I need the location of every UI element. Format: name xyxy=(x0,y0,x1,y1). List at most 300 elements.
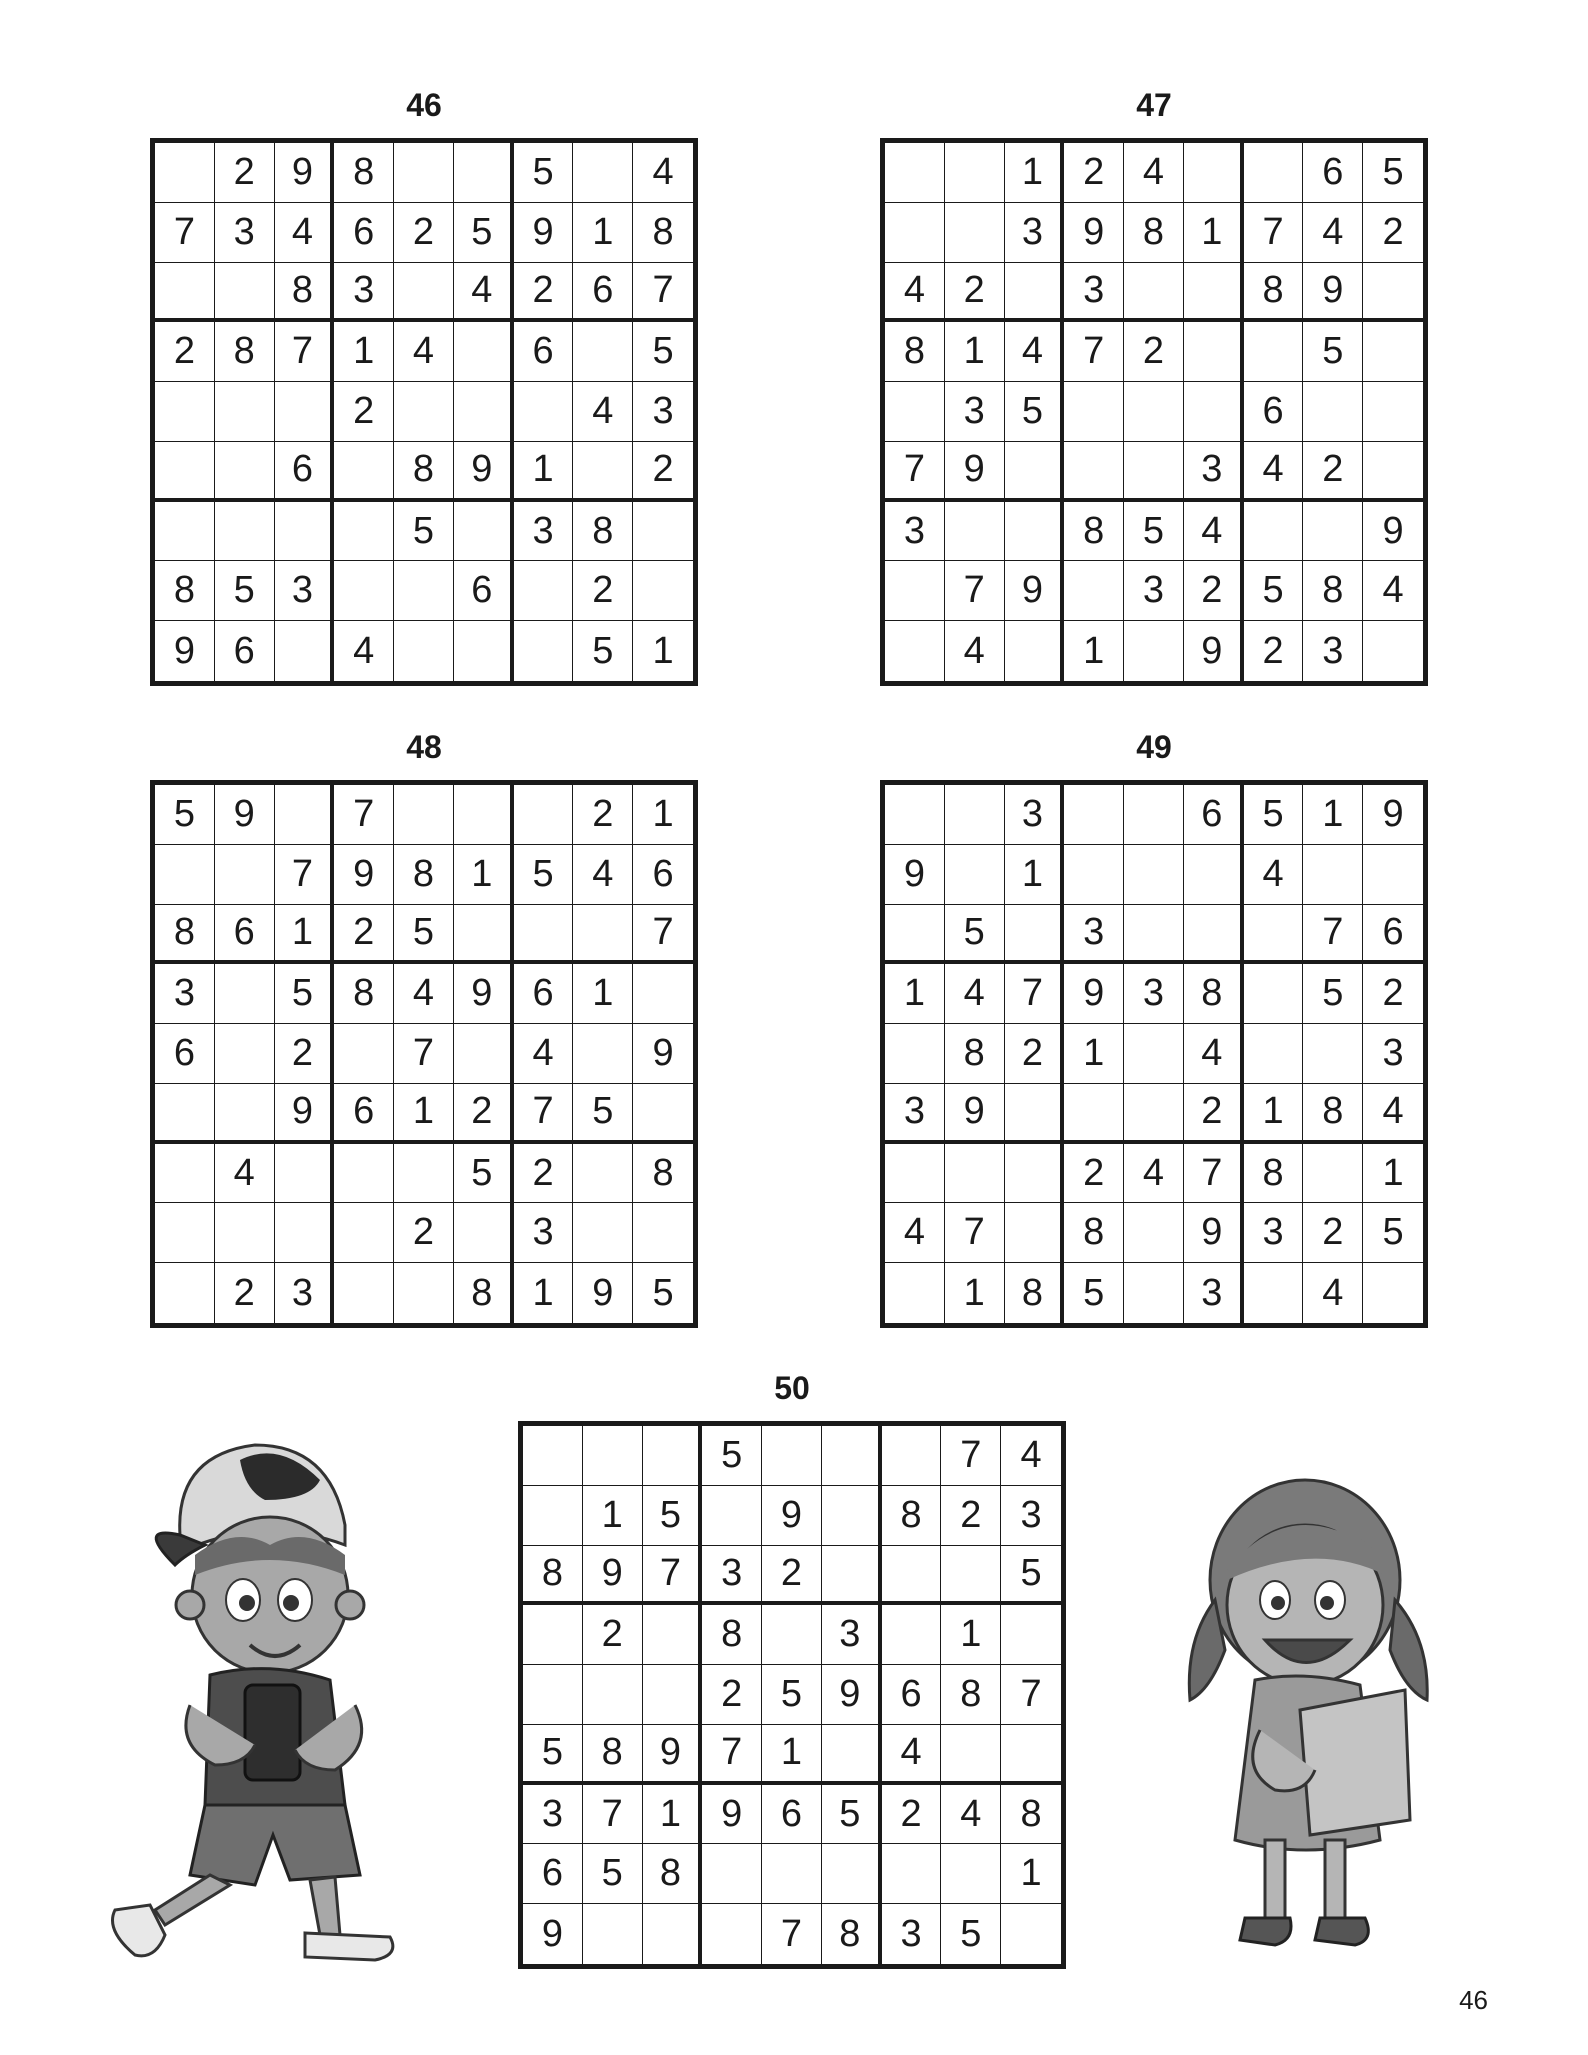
sudoku-cell: 9 xyxy=(1064,203,1124,263)
sudoku-cell: 8 xyxy=(633,1144,693,1204)
sudoku-cell xyxy=(1005,1144,1065,1204)
sudoku-cell: 3 xyxy=(1303,621,1363,681)
puzzle-number: 48 xyxy=(406,729,442,765)
sudoku-cell xyxy=(573,1203,633,1263)
sudoku-cell xyxy=(643,1665,703,1725)
sudoku-cell: 1 xyxy=(583,1486,643,1546)
sudoku-cell xyxy=(155,1144,215,1204)
sudoku-cell: 6 xyxy=(1363,905,1423,965)
sudoku-cell xyxy=(1124,621,1184,681)
sudoku-cell xyxy=(275,1203,335,1263)
sudoku-cell: 1 xyxy=(454,845,514,905)
sudoku-cell: 7 xyxy=(762,1904,822,1964)
sudoku-cell: 2 xyxy=(334,905,394,965)
sudoku-cell: 4 xyxy=(1244,442,1304,502)
sudoku-cell xyxy=(941,1725,1001,1785)
sudoku-cell: 5 xyxy=(1363,143,1423,203)
sudoku-cell: 4 xyxy=(1184,502,1244,562)
sudoku-cell: 3 xyxy=(822,1605,882,1665)
sudoku-cell: 3 xyxy=(1124,964,1184,1024)
sudoku-cell: 6 xyxy=(882,1665,942,1725)
sudoku-cell: 2 xyxy=(1363,203,1423,263)
sudoku-cell: 2 xyxy=(702,1665,762,1725)
sudoku-cell: 3 xyxy=(1005,203,1065,263)
sudoku-cell: 7 xyxy=(1001,1665,1061,1725)
sudoku-cell: 2 xyxy=(573,785,633,845)
sudoku-cell: 8 xyxy=(454,1263,514,1323)
sudoku-cell xyxy=(1244,143,1304,203)
sudoku-cell: 7 xyxy=(155,203,215,263)
sudoku-cell: 5 xyxy=(1363,1203,1423,1263)
sudoku-cell: 8 xyxy=(1184,964,1244,1024)
sudoku-cell: 8 xyxy=(702,1605,762,1665)
sudoku-cell xyxy=(215,263,275,323)
sudoku-cell xyxy=(394,143,454,203)
sudoku-cell xyxy=(885,143,945,203)
sudoku-cell xyxy=(1363,322,1423,382)
sudoku-cell: 5 xyxy=(643,1486,703,1546)
sudoku-cell xyxy=(702,1904,762,1964)
sudoku-cell: 2 xyxy=(1303,442,1363,502)
sudoku-cell: 3 xyxy=(633,382,693,442)
sudoku-cell: 4 xyxy=(1303,203,1363,263)
sudoku-cell: 4 xyxy=(215,1144,275,1204)
sudoku-cell xyxy=(334,1203,394,1263)
sudoku-cell xyxy=(454,322,514,382)
sudoku-cell xyxy=(633,1084,693,1144)
sudoku-cell xyxy=(155,442,215,502)
sudoku-cell: 2 xyxy=(514,263,574,323)
sudoku-cell xyxy=(215,1024,275,1084)
sudoku-cell: 7 xyxy=(1244,203,1304,263)
sudoku-cell xyxy=(1064,442,1124,502)
sudoku-cell: 3 xyxy=(882,1904,942,1964)
sudoku-cell xyxy=(702,1844,762,1904)
sudoku-cell: 6 xyxy=(1244,382,1304,442)
sudoku-cell: 2 xyxy=(1184,561,1244,621)
sudoku-cell: 7 xyxy=(945,1203,1005,1263)
sudoku-cell: 4 xyxy=(1184,1024,1244,1084)
sudoku-cell xyxy=(155,1263,215,1323)
sudoku-cell xyxy=(1064,785,1124,845)
sudoku-cell: 5 xyxy=(454,203,514,263)
sudoku-cell: 2 xyxy=(762,1546,822,1606)
sudoku-cell: 3 xyxy=(885,1084,945,1144)
sudoku-cell xyxy=(882,1605,942,1665)
sudoku-cell: 6 xyxy=(334,1084,394,1144)
sudoku-cell: 7 xyxy=(1303,905,1363,965)
sudoku-cell xyxy=(1184,845,1244,905)
sudoku-cell xyxy=(334,1263,394,1323)
sudoku-cell: 5 xyxy=(1303,322,1363,382)
sudoku-cell xyxy=(1124,1084,1184,1144)
sudoku-cell: 8 xyxy=(1124,203,1184,263)
sudoku-grid xyxy=(518,1421,1066,1969)
sudoku-cell: 3 xyxy=(514,1203,574,1263)
sudoku-cell: 9 xyxy=(822,1665,882,1725)
sudoku-cell: 9 xyxy=(1303,263,1363,323)
sudoku-cell: 6 xyxy=(1303,143,1363,203)
sudoku-cell: 7 xyxy=(394,1024,454,1084)
sudoku-cell xyxy=(945,845,1005,905)
sudoku-cell xyxy=(573,143,633,203)
sudoku-cell: 6 xyxy=(514,322,574,382)
sudoku-cell: 6 xyxy=(454,561,514,621)
sudoku-cell: 6 xyxy=(275,442,335,502)
sudoku-cell xyxy=(394,263,454,323)
girl-with-book-illustration xyxy=(1165,1440,1455,1960)
sudoku-puzzle-49 xyxy=(880,727,1428,1337)
sudoku-cell: 5 xyxy=(941,1904,1001,1964)
sudoku-cell xyxy=(633,1203,693,1263)
sudoku-cell xyxy=(514,382,574,442)
sudoku-cell: 2 xyxy=(1064,1144,1124,1204)
sudoku-cell xyxy=(1005,621,1065,681)
sudoku-cell: 2 xyxy=(215,143,275,203)
sudoku-cell xyxy=(1124,442,1184,502)
sudoku-cell xyxy=(523,1486,583,1546)
sudoku-cell: 8 xyxy=(1244,263,1304,323)
sudoku-cell: 8 xyxy=(523,1546,583,1606)
sudoku-cell xyxy=(155,1084,215,1144)
sudoku-cell xyxy=(1124,1024,1184,1084)
sudoku-cell: 6 xyxy=(523,1844,583,1904)
sudoku-cell: 7 xyxy=(334,785,394,845)
sudoku-cell: 4 xyxy=(454,263,514,323)
sudoku-cell: 9 xyxy=(945,1084,1005,1144)
sudoku-cell: 8 xyxy=(945,1024,1005,1084)
sudoku-cell xyxy=(394,785,454,845)
sudoku-cell: 1 xyxy=(1005,845,1065,905)
sudoku-cell xyxy=(573,905,633,965)
sudoku-cell xyxy=(1005,442,1065,502)
sudoku-cell: 1 xyxy=(394,1084,454,1144)
sudoku-cell xyxy=(1184,143,1244,203)
sudoku-cell xyxy=(762,1844,822,1904)
sudoku-cell xyxy=(885,1024,945,1084)
sudoku-cell: 4 xyxy=(633,143,693,203)
sudoku-cell xyxy=(882,1844,942,1904)
sudoku-cell: 3 xyxy=(1184,1263,1244,1323)
sudoku-cell xyxy=(334,1024,394,1084)
sudoku-cell: 8 xyxy=(583,1725,643,1785)
sudoku-cell: 8 xyxy=(1244,1144,1304,1204)
sudoku-cell xyxy=(1001,1605,1061,1665)
sudoku-cell: 2 xyxy=(275,1024,335,1084)
sudoku-cell: 2 xyxy=(1303,1203,1363,1263)
sudoku-cell: 9 xyxy=(215,785,275,845)
sudoku-cell: 8 xyxy=(1064,1203,1124,1263)
sudoku-cell: 1 xyxy=(514,442,574,502)
sudoku-cell: 2 xyxy=(1184,1084,1244,1144)
sudoku-cell: 8 xyxy=(394,442,454,502)
sudoku-cell xyxy=(583,1665,643,1725)
sudoku-cell: 8 xyxy=(215,322,275,382)
boy-with-books-illustration xyxy=(95,1405,435,1965)
sudoku-cell: 4 xyxy=(882,1725,942,1785)
sudoku-cell xyxy=(1124,785,1184,845)
sudoku-cell xyxy=(454,143,514,203)
sudoku-cell: 5 xyxy=(1001,1546,1061,1606)
sudoku-cell: 8 xyxy=(334,143,394,203)
sudoku-cell xyxy=(1001,1904,1061,1964)
sudoku-puzzle-47 xyxy=(880,85,1428,695)
sudoku-cell xyxy=(1124,845,1184,905)
sudoku-cell: 9 xyxy=(523,1904,583,1964)
sudoku-cell: 7 xyxy=(945,561,1005,621)
sudoku-cell: 5 xyxy=(215,561,275,621)
sudoku-cell xyxy=(334,1144,394,1204)
sudoku-cell xyxy=(514,905,574,965)
sudoku-cell: 1 xyxy=(1244,1084,1304,1144)
sudoku-cell: 7 xyxy=(633,263,693,323)
sudoku-cell: 3 xyxy=(1064,263,1124,323)
sudoku-cell: 2 xyxy=(1244,621,1304,681)
sudoku-cell: 2 xyxy=(1005,1024,1065,1084)
sudoku-cell xyxy=(394,1144,454,1204)
sudoku-cell xyxy=(1244,322,1304,382)
sudoku-cell: 3 xyxy=(1124,561,1184,621)
sudoku-cell: 9 xyxy=(454,964,514,1024)
sudoku-cell xyxy=(454,1024,514,1084)
sudoku-cell: 7 xyxy=(275,322,335,382)
sudoku-cell xyxy=(583,1426,643,1486)
sudoku-cell: 7 xyxy=(885,442,945,502)
sudoku-cell xyxy=(215,1203,275,1263)
sudoku-cell: 6 xyxy=(762,1785,822,1845)
sudoku-cell xyxy=(1124,1263,1184,1323)
sudoku-cell: 1 xyxy=(1303,785,1363,845)
sudoku-cell: 4 xyxy=(1124,143,1184,203)
sudoku-cell: 4 xyxy=(941,1785,1001,1845)
sudoku-cell: 3 xyxy=(334,263,394,323)
sudoku-cell xyxy=(394,621,454,681)
sudoku-cell xyxy=(573,1144,633,1204)
sudoku-cell: 2 xyxy=(215,1263,275,1323)
sudoku-cell: 7 xyxy=(643,1546,703,1606)
sudoku-cell xyxy=(885,905,945,965)
sudoku-cell: 3 xyxy=(514,502,574,562)
sudoku-cell xyxy=(394,382,454,442)
sudoku-cell xyxy=(1184,905,1244,965)
sudoku-cell xyxy=(822,1844,882,1904)
sudoku-cell xyxy=(885,203,945,263)
sudoku-cell: 3 xyxy=(702,1546,762,1606)
sudoku-cell: 8 xyxy=(633,203,693,263)
sudoku-cell: 7 xyxy=(1005,964,1065,1024)
sudoku-cell xyxy=(573,322,633,382)
sudoku-cell: 5 xyxy=(762,1665,822,1725)
sudoku-cell xyxy=(633,561,693,621)
sudoku-cell xyxy=(394,561,454,621)
sudoku-cell: 5 xyxy=(945,905,1005,965)
sudoku-cell xyxy=(1005,263,1065,323)
sudoku-cell: 7 xyxy=(633,905,693,965)
sudoku-cell xyxy=(643,1904,703,1964)
sudoku-cell xyxy=(1244,1263,1304,1323)
sudoku-cell: 3 xyxy=(1244,1203,1304,1263)
sudoku-cell: 4 xyxy=(394,964,454,1024)
sudoku-cell xyxy=(454,502,514,562)
sudoku-cell: 8 xyxy=(1001,1785,1061,1845)
sudoku-cell: 1 xyxy=(1184,203,1244,263)
sudoku-puzzle-48 xyxy=(150,727,698,1337)
sudoku-cell: 9 xyxy=(275,143,335,203)
sudoku-cell: 4 xyxy=(275,203,335,263)
sudoku-cell: 3 xyxy=(945,382,1005,442)
sudoku-cell: 4 xyxy=(1244,845,1304,905)
sudoku-cell xyxy=(155,502,215,562)
sudoku-cell: 7 xyxy=(941,1426,1001,1486)
sudoku-cell: 8 xyxy=(885,322,945,382)
sudoku-cell xyxy=(215,502,275,562)
sudoku-cell: 5 xyxy=(822,1785,882,1845)
sudoku-cell xyxy=(1124,905,1184,965)
sudoku-cell xyxy=(275,382,335,442)
sudoku-cell xyxy=(1005,905,1065,965)
sudoku-cell xyxy=(945,785,1005,845)
sudoku-cell xyxy=(1363,442,1423,502)
sudoku-cell xyxy=(633,964,693,1024)
sudoku-cell: 6 xyxy=(215,905,275,965)
page-number: 46 xyxy=(1459,1985,1488,2015)
sudoku-cell xyxy=(1244,502,1304,562)
sudoku-cell: 1 xyxy=(643,1785,703,1845)
sudoku-cell xyxy=(1184,322,1244,382)
sudoku-cell: 4 xyxy=(573,382,633,442)
sudoku-cell: 1 xyxy=(1363,1144,1423,1204)
sudoku-cell: 8 xyxy=(822,1904,882,1964)
sudoku-cell: 4 xyxy=(885,263,945,323)
sudoku-cell: 9 xyxy=(1363,785,1423,845)
sudoku-cell: 1 xyxy=(762,1725,822,1785)
sudoku-cell: 6 xyxy=(514,964,574,1024)
sudoku-cell xyxy=(275,621,335,681)
sudoku-cell: 5 xyxy=(1303,964,1363,1024)
sudoku-cell xyxy=(155,1203,215,1263)
sudoku-cell: 2 xyxy=(1124,322,1184,382)
sudoku-cell: 4 xyxy=(573,845,633,905)
sudoku-cell: 1 xyxy=(652,629,674,672)
sudoku-cell: 4 xyxy=(1005,322,1065,382)
sudoku-cell xyxy=(523,1605,583,1665)
sudoku-cell xyxy=(1244,1024,1304,1084)
sudoku-cell: 1 xyxy=(941,1605,1001,1665)
sudoku-cell: 9 xyxy=(1184,1203,1244,1263)
sudoku-cell: 9 xyxy=(702,1785,762,1845)
sudoku-cell: 2 xyxy=(945,263,1005,323)
sudoku-cell: 7 xyxy=(514,1084,574,1144)
sudoku-cell xyxy=(1124,263,1184,323)
sudoku-cell: 8 xyxy=(1303,561,1363,621)
sudoku-cell xyxy=(945,203,1005,263)
sudoku-cell xyxy=(1001,1725,1061,1785)
sudoku-cell xyxy=(1124,1203,1184,1263)
sudoku-cell xyxy=(334,561,394,621)
sudoku-cell xyxy=(275,785,335,845)
sudoku-cell: 3 xyxy=(523,1785,583,1845)
sudoku-cell: 5 xyxy=(275,964,335,1024)
sudoku-cell xyxy=(1005,1203,1065,1263)
sudoku-cell xyxy=(334,502,394,562)
sudoku-grid xyxy=(150,780,698,1328)
sudoku-cell: 2 xyxy=(454,1084,514,1144)
sudoku-cell: 5 xyxy=(454,1144,514,1204)
sudoku-cell: 1 xyxy=(573,964,633,1024)
sudoku-cell: 6 xyxy=(334,203,394,263)
sudoku-cell: 2 xyxy=(941,1486,1001,1546)
sudoku-cell xyxy=(454,1203,514,1263)
sudoku-puzzle-46 xyxy=(150,85,698,695)
sudoku-cell: 5 xyxy=(1005,382,1065,442)
sudoku-cell xyxy=(882,1426,942,1486)
sudoku-cell xyxy=(514,621,574,681)
sudoku-cell xyxy=(1064,845,1124,905)
sudoku-cell xyxy=(885,1144,945,1204)
sudoku-cell: 8 xyxy=(573,502,633,562)
sudoku-cell: 9 xyxy=(454,442,514,502)
sudoku-cell: 1 xyxy=(275,905,335,965)
sudoku-cell xyxy=(762,1426,822,1486)
sudoku-cell xyxy=(1303,382,1363,442)
sudoku-cell: 7 xyxy=(275,845,335,905)
sudoku-cell xyxy=(885,785,945,845)
sudoku-cell: 9 xyxy=(762,1486,822,1546)
sudoku-cell: 9 xyxy=(1005,561,1065,621)
sudoku-puzzle-50 xyxy=(518,1368,1066,1978)
sudoku-cell: 4 xyxy=(885,1203,945,1263)
sudoku-cell: 8 xyxy=(643,1844,703,1904)
sudoku-cell xyxy=(945,143,1005,203)
sudoku-cell xyxy=(822,1546,882,1606)
sudoku-cell xyxy=(941,1844,1001,1904)
sudoku-cell: 8 xyxy=(334,964,394,1024)
sudoku-cell: 2 xyxy=(514,1144,574,1204)
sudoku-cell: 6 xyxy=(215,621,275,681)
sudoku-cell xyxy=(882,1546,942,1606)
puzzle-number: 49 xyxy=(1136,729,1172,765)
sudoku-cell: 5 xyxy=(573,1084,633,1144)
sudoku-cell: 5 xyxy=(573,621,633,681)
sudoku-cell: 9 xyxy=(275,1084,335,1144)
sudoku-cell xyxy=(1303,845,1363,905)
sudoku-cell: 3 xyxy=(1184,442,1244,502)
sudoku-cell xyxy=(1064,561,1124,621)
sudoku-cell: 9 xyxy=(643,1725,703,1785)
sudoku-cell xyxy=(275,502,335,562)
sudoku-cell: 1 xyxy=(945,1263,1005,1323)
sudoku-cell xyxy=(454,621,514,681)
sudoku-cell: 9 xyxy=(633,1024,693,1084)
sudoku-cell: 5 xyxy=(1244,561,1304,621)
sudoku-cell xyxy=(454,785,514,845)
puzzle-number: 50 xyxy=(774,1370,810,1406)
sudoku-cell: 2 xyxy=(633,442,693,502)
sudoku-cell: 4 xyxy=(945,621,1005,681)
sudoku-cell: 8 xyxy=(1303,1084,1363,1144)
sudoku-cell: 9 xyxy=(1184,621,1244,681)
sudoku-cell xyxy=(454,382,514,442)
sudoku-cell: 2 xyxy=(583,1605,643,1665)
sudoku-cell: 7 xyxy=(583,1785,643,1845)
sudoku-cell: 5 xyxy=(514,845,574,905)
sudoku-cell: 1 xyxy=(945,322,1005,382)
sudoku-cell xyxy=(885,1263,945,1323)
sudoku-cell xyxy=(394,1263,454,1323)
sudoku-cell: 7 xyxy=(1184,1144,1244,1204)
sudoku-cell xyxy=(1363,263,1423,323)
sudoku-cell xyxy=(1184,263,1244,323)
